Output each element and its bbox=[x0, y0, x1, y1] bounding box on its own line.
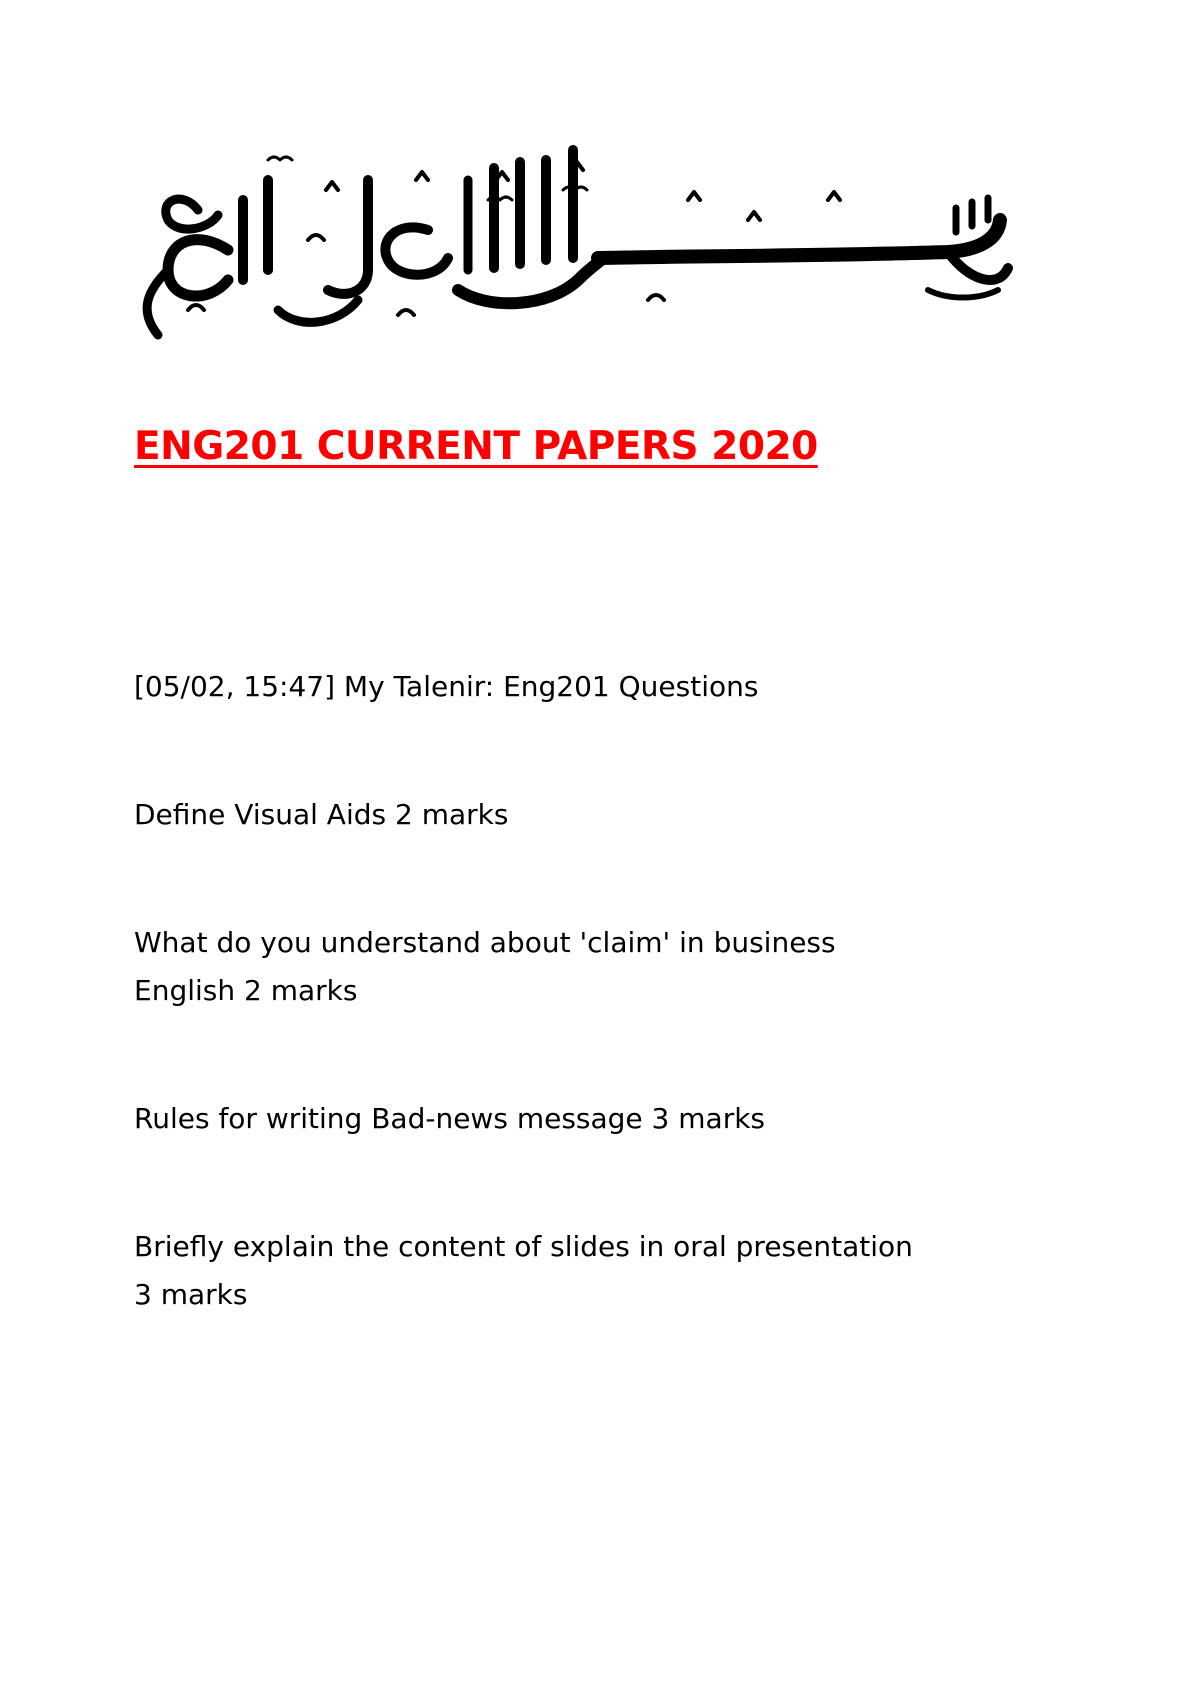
question-4-line-1: Briefly explain the content of slides in oral presentation bbox=[134, 1230, 913, 1263]
question-3-line-1: Rules for writing Bad-news message 3 marks bbox=[134, 1102, 766, 1135]
question-2-line-2: English 2 marks bbox=[134, 974, 358, 1007]
question-2-line-1: What do you understand about 'claim' in business bbox=[134, 926, 836, 959]
basmala-calligraphy bbox=[128, 140, 1013, 340]
question-1-line-1: Define Visual Aids 2 marks bbox=[134, 798, 509, 831]
page-title: ENG201 CURRENT PAPERS 2020 bbox=[134, 424, 818, 469]
question-4-line-2: 3 marks bbox=[134, 1278, 248, 1311]
basmala-calligraphy-graphic bbox=[128, 140, 1013, 340]
header-line: [05/02, 15:47] My Talenir: Eng201 Questions bbox=[134, 670, 759, 703]
